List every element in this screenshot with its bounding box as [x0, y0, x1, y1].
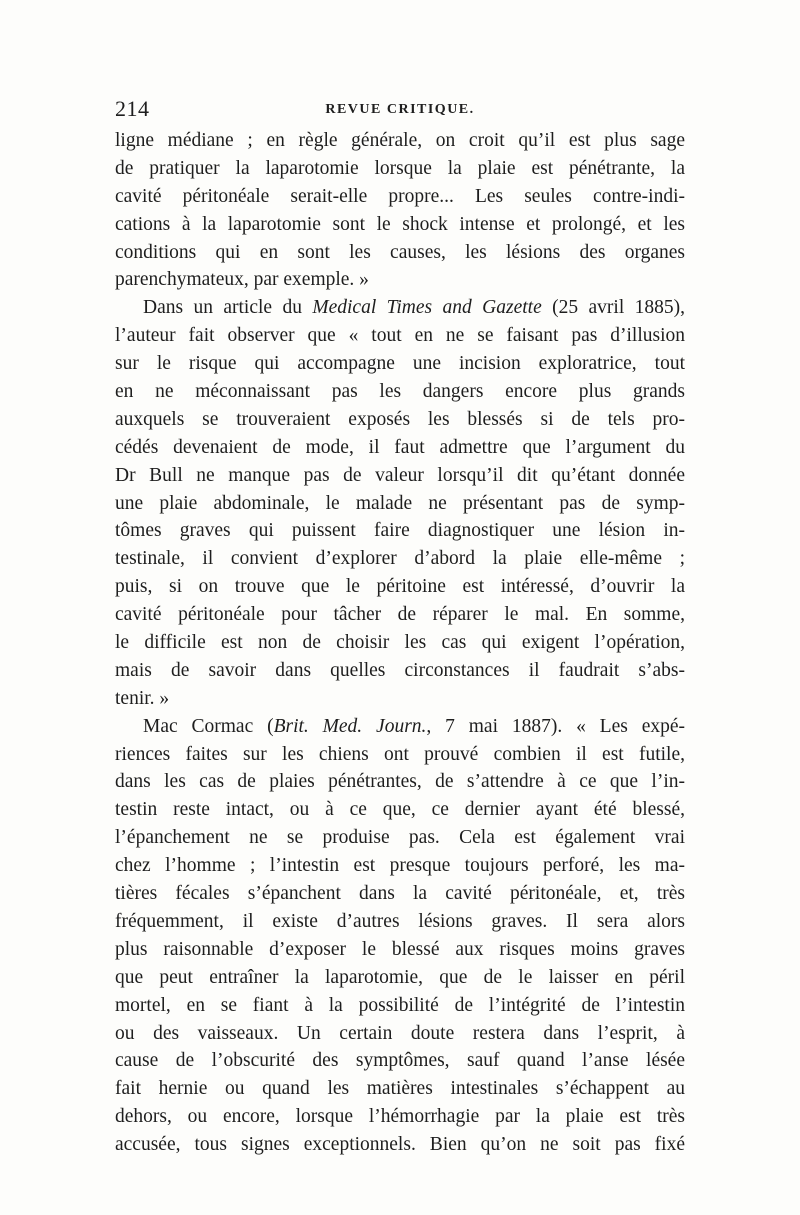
text-line: sur le risque qui accompagne une incision exploratrice, tout: [115, 353, 685, 375]
text-line: de pratiquer la laparotomie lorsque la plaie est pénétrante, la: [115, 157, 685, 179]
text-line: fréquemment, il existe d’autres lésions graves. Il sera alors: [115, 910, 685, 932]
text-line: l’épanchement ne se produise pas. Cela est également vrai: [115, 827, 685, 849]
text-line: l’auteur fait observer que « tout en ne se faisant pas d’illusion: [115, 325, 685, 347]
text-line: tômes graves qui puissent faire diagnostiquer une lésion in-: [115, 520, 685, 542]
text-line: plus raisonnable d’exposer le blessé aux risques moins graves: [115, 938, 685, 960]
text-line: mortel, en se fiant à la possibilité de l’intégrité de l’intestin: [115, 994, 685, 1016]
text-line: cavité péritonéale serait-elle propre... Les seules contre-indi-: [115, 185, 685, 207]
text-line: cations à la laparotomie sont le shock intense et prolongé, et les: [115, 213, 685, 235]
text-line: le difficile est non de choisir les cas qui exigent l’opération,: [115, 632, 685, 654]
text-line: mais de savoir dans quelles circonstances il faudrait s’abs-: [115, 659, 685, 681]
text-line: ligne médiane ; en règle générale, on croit qu’il est plus sage: [115, 130, 685, 151]
text-line: que peut entraîner la laparotomie, que de le laisser en péril: [115, 966, 685, 988]
text-line: cavité péritonéale pour tâcher de réparer le mal. En somme,: [115, 604, 685, 626]
text-line: parenchymateux, par exemple. »: [115, 269, 369, 291]
page-number: 214: [115, 96, 150, 121]
running-head: REVUE CRITIQUE.: [325, 102, 475, 117]
text-line: riences faites sur les chiens ont prouvé combien il est futile,: [115, 743, 685, 765]
text-line: Dans un article du Medical Times and Gazette (25 avril 1885),: [143, 297, 685, 319]
text-line: testinale, il convient d’explorer d’abord la plaie elle-même ;: [115, 548, 685, 570]
text-line: tenir. »: [115, 687, 170, 709]
journal-title: Medical Times and Gazette: [312, 297, 542, 319]
body-text: [115, 127, 685, 1159]
text-line: Mac Cormac (Brit. Med. Journ., 7 mai 1887). « Les expé-: [143, 715, 685, 737]
text-line: dans les cas de plaies pénétrantes, de s’attendre à ce que l’in-: [115, 771, 685, 793]
journal-title: Brit. Med. Journ.: [273, 715, 427, 737]
text-line: chez l’homme ; l’intestin est presque toujours perforé, les ma-: [115, 855, 685, 877]
text-line: cause de l’obscurité des symptômes, sauf quand l’anse lésée: [115, 1050, 685, 1072]
text-line: Dr Bull ne manque pas de valeur lorsqu’il dit qu’étant donnée: [115, 464, 685, 486]
page-header: [115, 96, 685, 126]
text-line: dehors, ou encore, lorsque l’hémorrhagie par la plaie est très: [115, 1106, 685, 1128]
text-line: une plaie abdominale, le malade ne présentant pas de symp-: [115, 492, 685, 514]
text-line: accusée, tous signes exceptionnels. Bien qu’on ne soit pas fixé: [115, 1134, 685, 1156]
text-line: tières fécales s’épanchent dans la cavité péritonéale, et, très: [115, 883, 685, 905]
text-line: fait hernie ou quand les matières intestinales s’échappent au: [115, 1078, 685, 1100]
text-line: conditions qui en sont les causes, les lésions des organes: [115, 241, 685, 263]
text-line: auxquels se trouveraient exposés les blessés si de tels pro-: [115, 408, 685, 430]
text-line: en ne méconnaissant pas les dangers encore plus grands: [115, 381, 685, 403]
text-line: cédés devenaient de mode, il faut admettre que l’argument du: [115, 436, 685, 458]
text-line: ou des vaisseaux. Un certain doute restera dans l’esprit, à: [115, 1022, 685, 1044]
text-line: puis, si on trouve que le péritoine est intéressé, d’ouvrir la: [115, 576, 685, 598]
text-line: testin reste intact, ou à ce que, ce dernier ayant été blessé,: [115, 799, 685, 821]
